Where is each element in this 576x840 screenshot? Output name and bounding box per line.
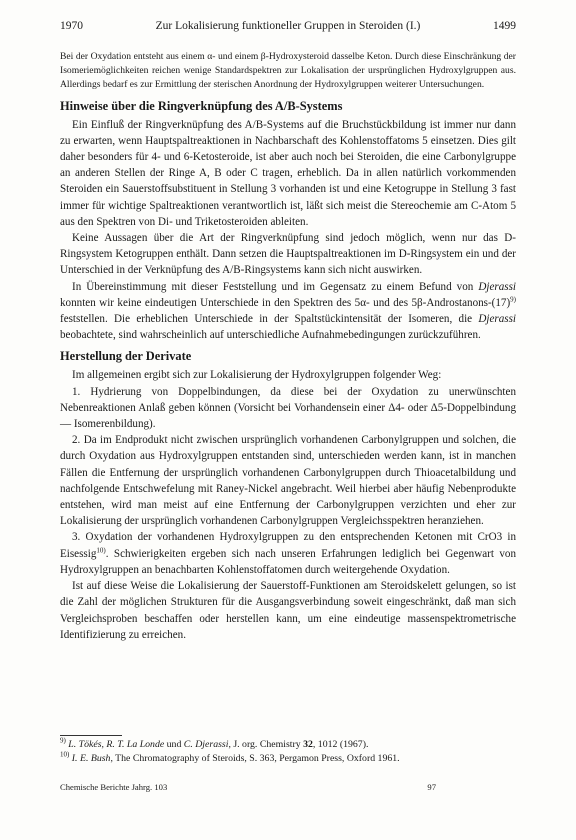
- author-name: Djerassi: [478, 313, 516, 326]
- footer-journal: Chemische Berichte Jahrg. 103: [60, 782, 168, 792]
- footnote-divider: [60, 735, 122, 736]
- footnotes: [60, 738, 516, 766]
- paragraph: 3. Oxydation der vorhandenen Hydroxylgruppen zu den entsprechenden Ketonen mit CrO3 in Eisessig$^{10)}$. Schwierigkeiten ergeben sich nach unseren Erfahrungen lediglich bei Gegenwart von Hydroxylgruppen an benachbarten Kohlenstoffatomen durch weitergehende Oxydation.: [60, 531, 516, 576]
- paragraph: 1. Hydrierung von Doppelbindungen, da diese bei der Oxydation zu unerwünschten Nebenreaktionen Anlaß geben können (Vorsicht bei Vorhandensein einer Δ4- oder Δ5-Doppelbindung — Isomerenbildung).: [60, 385, 516, 431]
- footer-sheet-number: 97: [427, 782, 436, 792]
- summary-paragraph: Bei der Oxydation entsteht aus einem α- und einem β-Hydroxysteroid dasselbe Keton. Durch diese Einschränkung der Isomeriemöglichkeiten reichen wenige Standardspektren zur Lokalisation der ursprünglichen Hydroxylgruppen aus. Allerdings bedarf es zur Ermittlung der sterischen Anordnung der Hydroxylgruppen weiterer Untersuchungen.: [60, 51, 516, 91]
- footnote-9: $^{9)}$ L. Tökés, R. T. La Londe und C. Djerassi, J. org. Chemistry 32, 1012 (1967).: [60, 736, 369, 750]
- paragraph: Ein Einfluß der Ringverknüpfung des A/B-Systems auf die Bruchstückbildung ist immer nur dann zu erwarten, wenn Hauptspaltreaktionen in Nachbarschaft des Kohlenstoffatoms 5 einsetzen. Dies gilt daher besonders für 4- und 6-Ketosteroide, ist aber auch noch bei Steroiden, die eine Carbonylgruppe an anderen Stellen der Ringe A, B oder C tragen, erheblich. Da in allen natürlich vorkommenden Steroiden ein Sauerstoffsubstituent in Stellung 3 vorhanden ist und eine Ketogruppe in Stellung 3 fast immer für wichtige Spaltreaktionen verantwortlich ist, läßt sich meist die Stereochemie am C-Atom 5 aus den Spektren von Di- und Triketosteroiden ableiten.: [60, 118, 516, 228]
- author-name: Djerassi: [478, 280, 516, 293]
- footnote-ref: 9): [510, 295, 516, 304]
- page-footer: [60, 782, 516, 792]
- section-heading-derivatives: Herstellung der Derivate: [60, 349, 192, 364]
- header-page-number: 1499: [493, 20, 516, 32]
- paragraph: Keine Aussagen über die Art der Ringverknüpfung sind jedoch möglich, wenn nur das D-Ringsystem Ketogruppen enthält. Dann setzen die Hauptspaltreaktionen im D-Ringsystem ein und der Unterschied in der Verknüpfung des A/B-Ringsystems kann sich nicht auswirken.: [60, 232, 516, 277]
- main-text: [60, 50, 516, 643]
- footnote-10: $^{10)}$ I. E. Bush, The Chromatography of Steroids, S. 363, Pergamon Press, Oxford 1961.: [60, 750, 400, 764]
- paragraph: 2. Da im Endprodukt nicht zwischen ursprünglich vorhandenen Carbonylgruppen und solchen, die durch Oxydation aus Hydroxylgruppen entstanden sind, unterschieden werden kann, ist in manchen Fällen die Entfernung der ursprünglich vorhandenen Carbonylgruppen durch Thioacetalbildung und nachfolgende Entschwefelung mit Raney-Nickel angebracht. Weil hierbei aber häufig Nebenprodukte entstehen, wird man meist auf eine Entfernung der Carbonylgruppen verzichten und eher zur Lokalisierung der ursprünglich vorhandenen Carbonylgruppen Vergleichsspektren heranziehen.: [60, 434, 516, 528]
- footnote-ref: 10): [96, 546, 106, 554]
- header-year: 1970: [60, 20, 83, 32]
- paragraph: Im allgemeinen ergibt sich zur Lokalisierung der Hydroxylgruppen folgender Weg:: [72, 369, 442, 382]
- section-heading-ring-linkage: Hinweise über die Ringverknüpfung des A/B-Systems: [60, 98, 343, 113]
- header-title: Zur Lokalisierung funktioneller Gruppen in Steroiden (I.): [155, 20, 421, 32]
- running-header: [60, 20, 516, 32]
- paragraph: Ist auf diese Weise die Lokalisierung der Sauerstoff-Funktionen am Steroidskelett gelungen, so ist die Zahl der möglichen Strukturen für die Ausgangsverbindung soweit eingeschränkt, daß man sich Vergleichsproben beschaffen oder herstellen kann, um eine eindeutige massenspektrometrische Identifizierung zu erreichen.: [60, 580, 516, 641]
- paragraph: In Übereinstimmung mit dieser Feststellung und im Gegensatz zu einem Befund von Djerassi konnten wir keine eindeutigen Unterschiede in den Spektren des 5α- und des $5\beta-Androstanons-(17)^{9)}$ feststellen. Die erheblichen Unterschiede in der Spaltstückintensität der Isomeren, die Djerassi beobachtete, sind wahrscheinlich auf unterschiedliche Aufnahmebedingungen zurückzuführen.: [60, 280, 516, 342]
